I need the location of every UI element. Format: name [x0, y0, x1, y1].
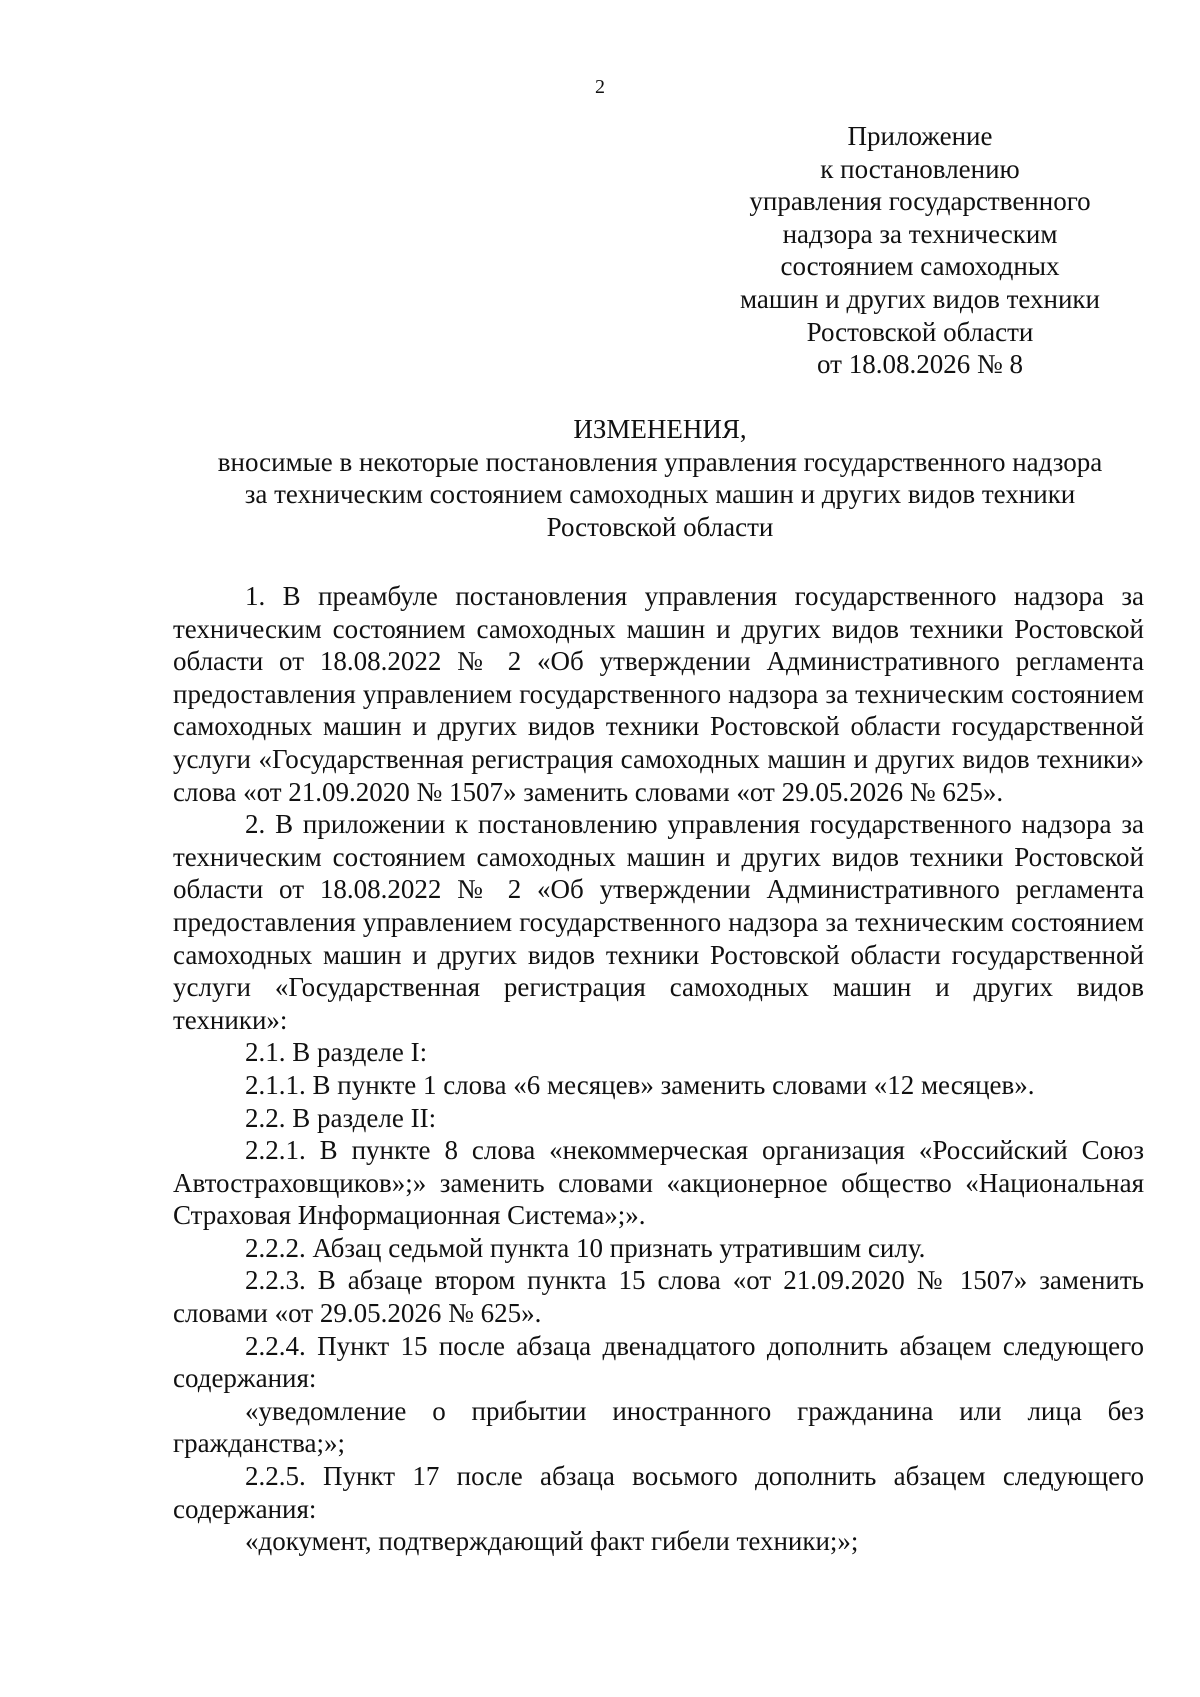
- paragraph-2-2-4: 2.2.4. Пункт 15 после абзаца двенадцатого дополнить абзацем следующего содержания:: [173, 1330, 1144, 1394]
- paragraph-2-2-3: 2.2.3. В абзаце втором пункта 15 слова «от 21.09.2020 № 1507» заменить словами «от 29.05.2026 № 625».: [173, 1265, 1144, 1329]
- paragraph-2-1-1: 2.1.1. В пункте 1 слова «6 месяцев» заменить словами «12 месяцев».: [245, 1069, 1035, 1100]
- approval-line: управления государственного: [749, 186, 1091, 217]
- paragraph-2-2-1: 2.2.1. В пункте 8 слова «некоммерческая организация «Российский Союз Автостраховщиков»;» заменить словами «акционерное общество «Национальная Страховая Информационная Система»;».: [173, 1135, 1144, 1231]
- document-subtitle-line: вносимые в некоторые постановления управления государственного надзора: [217, 446, 1103, 477]
- paragraph-quote-2: «документ, подтверждающий факт гибели техники;»;: [245, 1526, 859, 1557]
- approval-line: машин и других видов техники: [739, 283, 1100, 314]
- paragraph-2: 2. В приложении к постановлению управления государственного надзора за техническим состоянием самоходных машин и других видов техники Ростовской области от 18.08.2022 № 2 «Об утверждении Административного регламента предоставления управлением государственного надзора за техническим состоянием самоходных машин и других видов техники Ростовской области государственной услуги «Государственная регистрация самоходных машин и других видов техники»:: [173, 809, 1144, 1035]
- document-subtitle-line: за техническим состоянием самоходных машин и других видов техники: [244, 479, 1076, 510]
- approval-line: надзора за техническим: [782, 218, 1058, 249]
- paragraph-1: 1. В преамбуле постановления управления государственного надзора за техническим состоянием самоходных машин и других видов техники Ростовской области от 18.08.2022 № 2 «Об утверждении Административного регламента предоставления управлением государственного надзора за техническим состоянием самоходных машин и других видов техники Ростовской области государственной услуги «Государственная регистрация самоходных машин и других видов техники» слова «от 21.09.2020 № 1507» заменить словами «от 29.05.2026 № 625».: [173, 581, 1144, 807]
- approval-line: состоянием самоходных: [780, 251, 1060, 282]
- approval-stamp-block: [720, 120, 1120, 381]
- paragraph-2-2-2: 2.2.2. Абзац седьмой пункта 10 признать утратившим силу.: [245, 1232, 926, 1263]
- paragraph-quote-1: «уведомление о прибытии иностранного гражданина или лица без гражданства;»;: [173, 1395, 1144, 1459]
- paragraph-2-2-5: 2.2.5. Пункт 17 после абзаца восьмого дополнить абзацем следующего содержания:: [173, 1461, 1144, 1524]
- document-body: [173, 580, 1144, 1558]
- document-heading: ИЗМЕНЕНИЯ,: [573, 414, 747, 444]
- document-subtitle-line: Ростовской области: [546, 511, 774, 542]
- document-title-block: [160, 413, 1160, 543]
- approval-line: к постановлению: [820, 153, 1020, 184]
- approval-line: Приложение: [847, 121, 993, 151]
- paragraph-2-1: 2.1. В разделе I:: [245, 1037, 428, 1068]
- approval-line: Ростовской области: [806, 316, 1034, 347]
- approval-date-line: от 18.08.2026 № 8: [817, 349, 1023, 380]
- paragraph-2-2: 2.2. В разделе II:: [245, 1102, 437, 1133]
- page-number: 2: [595, 76, 605, 98]
